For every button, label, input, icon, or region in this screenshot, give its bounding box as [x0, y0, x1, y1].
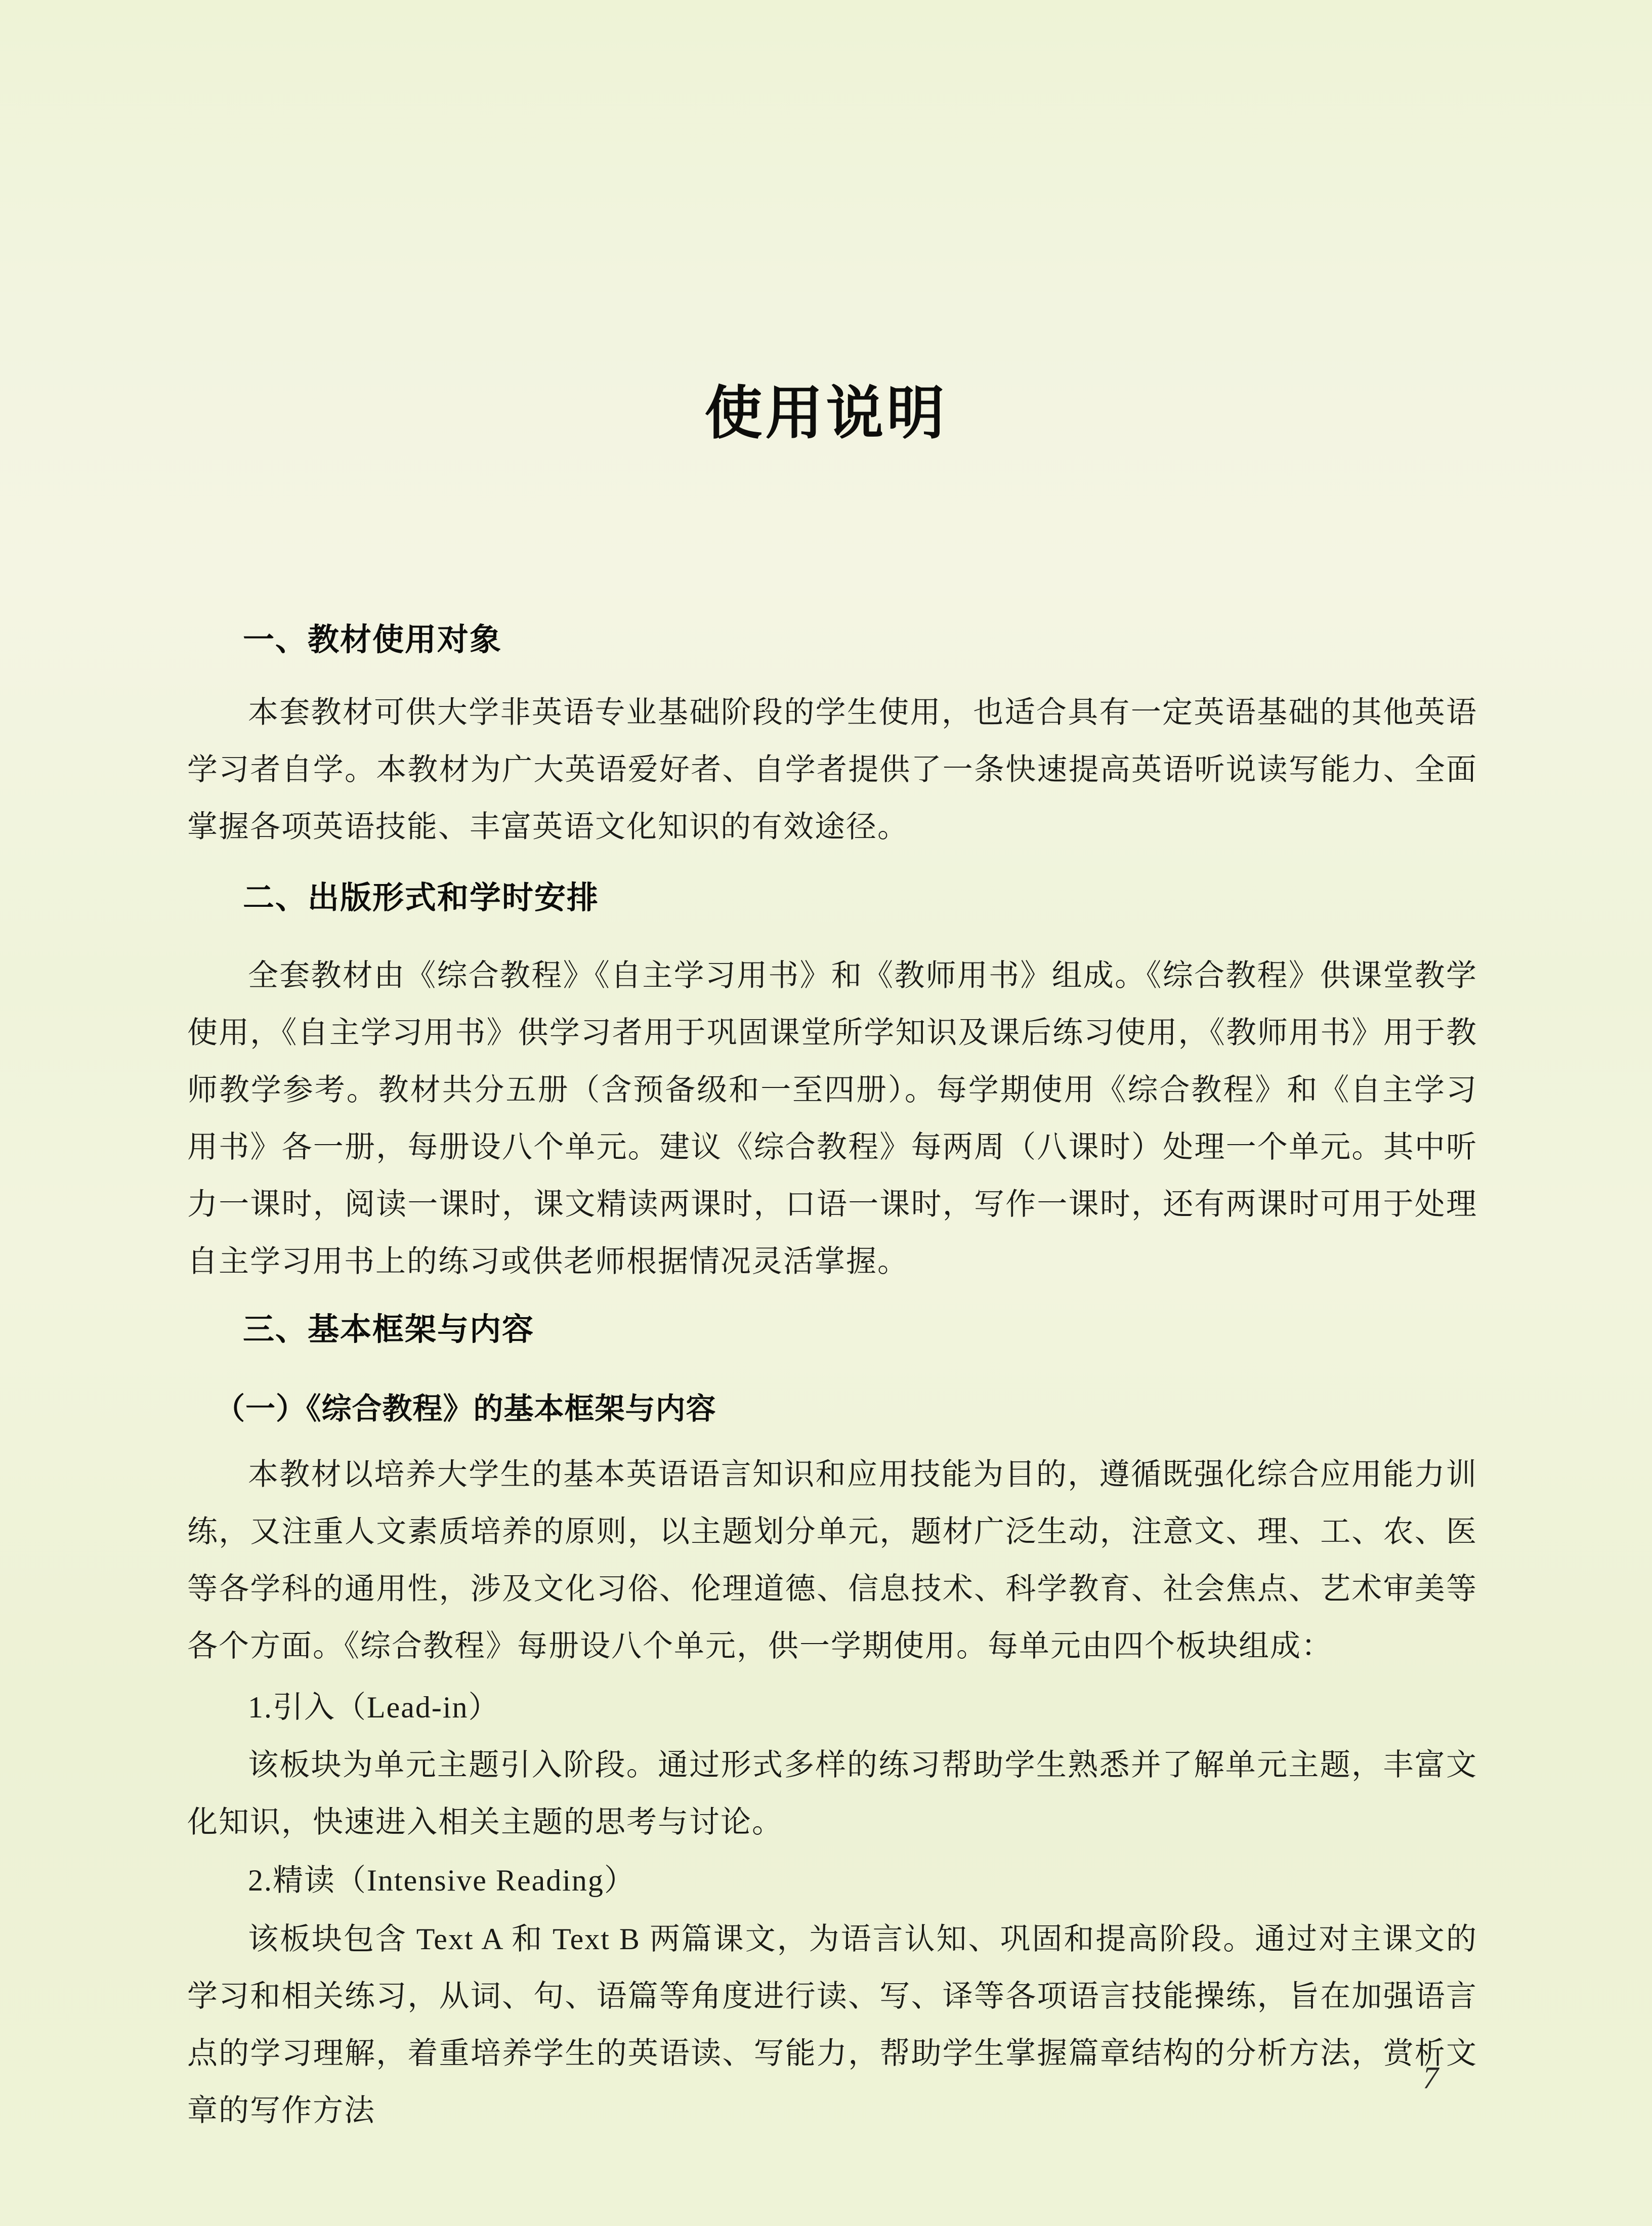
- subsection-heading: （一）《综合教程》的基本框架与内容: [215, 1392, 716, 1425]
- section-heading-1: 一、教材使用对象: [243, 622, 502, 657]
- page-title: 使用说明: [704, 382, 948, 446]
- section-heading-3: 三、基本框架与内容: [243, 1312, 535, 1347]
- list-item-2-body: 该板块包含 Text A 和 Text B 两篇课文，为语言认知、巩固和提高阶段。通过对主课文的学习和相关练习，从词、句、语篇等角度进行读、写、译等各项语言技能操练，旨在加强语言点的学习理解，着重培养学生的英语读、写能力，帮助学生掌握篇章结构的分析方法，赏析文章的写作方法: [187, 1922, 1477, 2127]
- section-3-paragraph: 本教材以培养大学生的基本英语语言知识和应用技能为目的，遵循既强化综合应用能力训练，又注重人文素质培养的原则，以主题划分单元，题材广泛生动，注意文、理、工、农、医等各学科的通用性，涉及文化习俗、伦理道德、信息技术、科学教育、社会焦点、艺术审美等各个方面。《综合教程》每册设八个单元，供一学期使用。每单元由四个板块组成：: [187, 1458, 1477, 1663]
- section-2-paragraph: 全套教材由《综合教程》《自主学习用书》和《教师用书》组成。《综合教程》供课堂教学使用，《自主学习用书》供学习者用于巩固课堂所学知识及课后练习使用，《教师用书》用于教师教学参考。教材共分五册（含预备级和一至四册）。每学期使用《综合教程》和《自主学习用书》各一册，每册设八个单元。建议《综合教程》每两周（八课时）处理一个单元。其中听力一课时，阅读一课时，课文精读两课时，口语一课时，写作一课时，还有两课时可用于处理自主学习用书上的练习或供老师根据情况灵活掌握。: [187, 959, 1477, 1278]
- section-1-paragraph: 本套教材可供大学非英语专业基础阶段的学生使用，也适合具有一定英语基础的其他英语学习者自学。本教材为广大英语爱好者、自学者提供了一条快速提高英语听说读写能力、全面掌握各项英语技能、丰富英语文化知识的有效途径。: [187, 696, 1477, 844]
- list-item-1-label: 1.引入（Lead-in）: [248, 1691, 500, 1724]
- page-number: 7: [1423, 2061, 1438, 2095]
- list-item-2-label: 2.精读（Intensive Reading）: [248, 1864, 636, 1897]
- list-item-1-body: 该板块为单元主题引入阶段。通过形式多样的练习帮助学生熟悉并了解单元主题，丰富文化知识，快速进入相关主题的思考与讨论。: [187, 1748, 1477, 1839]
- section-heading-2: 二、出版形式和学时安排: [243, 880, 600, 915]
